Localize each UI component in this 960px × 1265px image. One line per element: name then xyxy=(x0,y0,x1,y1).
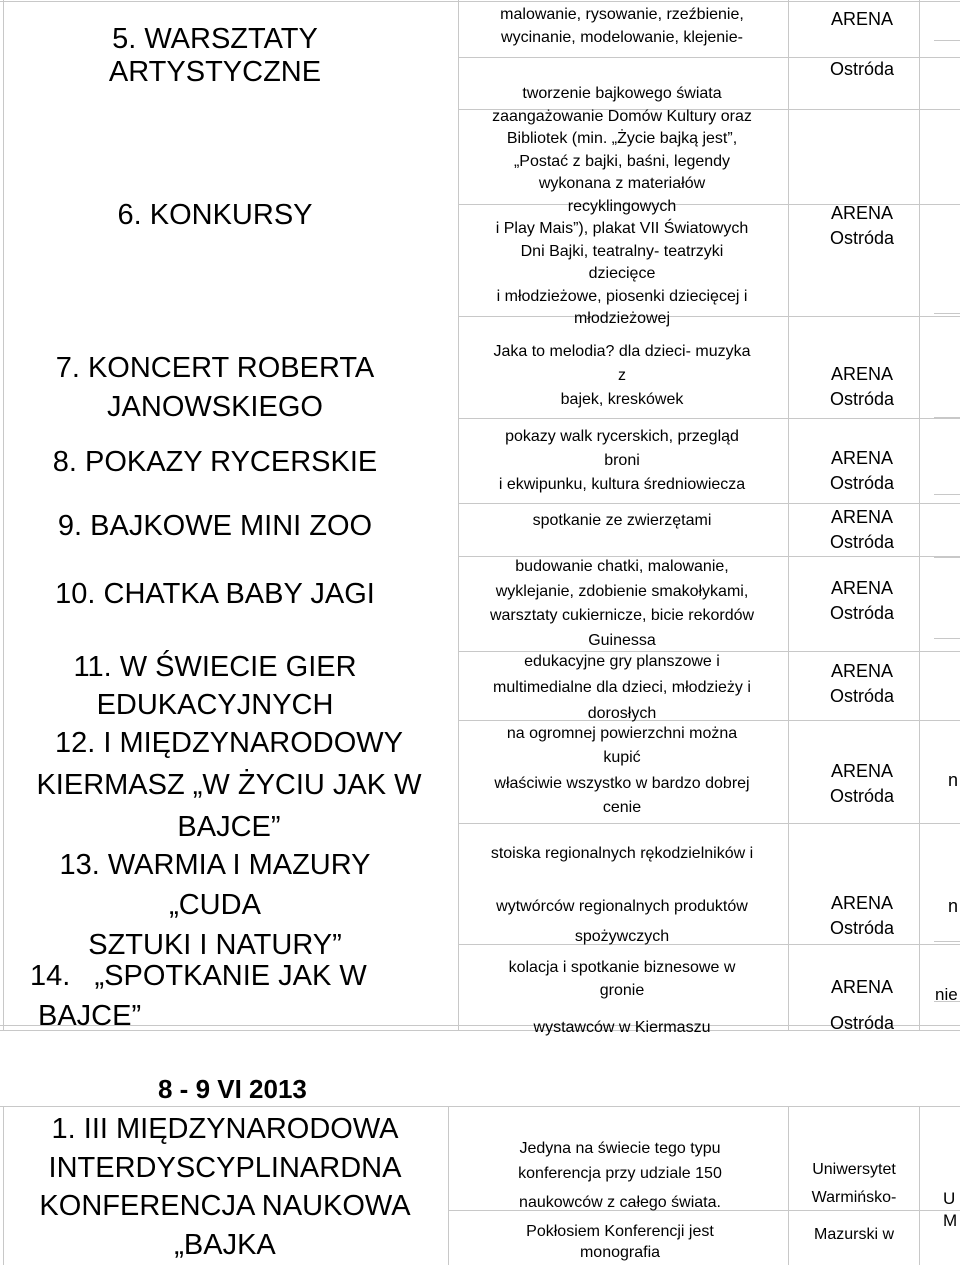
table-row-rule xyxy=(458,503,960,504)
place-line: Mazurski w xyxy=(813,1226,894,1243)
event-title-line: 11. W ŚWIECIE GIER xyxy=(73,651,357,683)
event-description xyxy=(462,510,782,533)
table-right-rule xyxy=(934,40,960,41)
description-line: kolacja i spotkanie biznesowe w xyxy=(508,959,736,976)
event-title-line: 7. KONCERT ROBERTA xyxy=(55,352,375,384)
event-description xyxy=(462,4,782,49)
event-title-line: 6. KONKURSY xyxy=(117,199,313,231)
description-line: tworzenie bajkowego świata xyxy=(522,85,722,102)
event-title xyxy=(30,576,400,612)
event-title-line: 10. CHATKA BABY JAGI xyxy=(55,578,375,610)
event-title-line: BAJCE” xyxy=(177,811,281,843)
event-place xyxy=(792,892,932,939)
event-title xyxy=(30,508,400,544)
cut-off-line: M xyxy=(943,1211,958,1230)
column-divider xyxy=(919,1106,920,1265)
event-description xyxy=(462,83,782,331)
cut-off-cell-text xyxy=(943,1188,957,1232)
description-line: Bibliotek (min. „Życie bajką jest”, xyxy=(506,130,738,147)
description-line: konferencja przy udziale 150 xyxy=(518,1165,722,1182)
table-row-rule xyxy=(458,823,960,824)
venue-city: Ostróda xyxy=(829,472,895,493)
conference-description xyxy=(480,1136,760,1265)
description-line: broni xyxy=(604,452,640,469)
event-title xyxy=(30,444,400,480)
description-line: budowanie chatki, malowanie, xyxy=(515,558,729,575)
venue-name: ARENA xyxy=(830,364,893,384)
cut-off-line: U xyxy=(943,1189,956,1208)
event-title-line: 14. „SPOTKANIE JAK W xyxy=(30,960,367,992)
event-description xyxy=(452,649,792,727)
description-line: wyklejanie, zdobienie smakołykami, xyxy=(495,582,749,600)
conference-title xyxy=(8,1110,442,1264)
event-description xyxy=(462,340,782,412)
event-description xyxy=(452,957,792,1040)
event-title-line: JANOWSKIEGO xyxy=(107,391,323,423)
description-line: i Play Mais”), plakat VII Światowych xyxy=(495,220,749,237)
description-line: dziecięce xyxy=(588,265,656,282)
venue-name: ARENA xyxy=(830,661,893,681)
description-line: zaangażowanie Domów Kultury oraz xyxy=(492,107,752,125)
description-line: kupić xyxy=(603,749,641,766)
table-row-rule xyxy=(458,418,960,419)
venue-name: ARENA xyxy=(830,578,893,598)
description-line: i ekwipunku, kultura średniowiecza xyxy=(498,476,746,493)
description-line: gronie xyxy=(599,981,645,999)
event-place xyxy=(792,976,932,1034)
event-title xyxy=(12,722,446,848)
event-title-line: 13. WARMIA I MAZURY xyxy=(59,849,371,881)
description-line: wycinanie, modelowanie, klejenie- xyxy=(501,28,743,46)
event-title xyxy=(30,197,400,233)
event-title-line: ARTYSTYCZNE xyxy=(108,56,322,88)
column-divider xyxy=(3,0,4,1030)
table-top-border xyxy=(0,1106,960,1107)
cut-off-cell-text: n xyxy=(948,896,959,916)
event-title-line: 8. POKAZY RYCERSKIE xyxy=(52,446,378,478)
conference-title-line: KONFERENCJA NAUKOWA xyxy=(39,1190,411,1222)
event-description xyxy=(462,425,782,497)
venue-city: Ostróda xyxy=(829,785,895,806)
venue-name: ARENA xyxy=(830,9,893,29)
venue-city: Ostróda xyxy=(829,58,895,79)
description-line: Jaka to melodia? dla dzieci- muzyka xyxy=(493,343,751,360)
event-place xyxy=(792,202,932,249)
event-title xyxy=(30,956,430,1036)
event-title-line: 12. I MIĘDZYNARODOWY xyxy=(54,727,404,759)
event-title-line: BAJCE” xyxy=(38,1000,142,1032)
venue-city: Ostróda xyxy=(829,388,895,409)
event-title xyxy=(30,350,400,425)
event-title xyxy=(30,845,400,965)
venue-name: ARENA xyxy=(830,977,893,997)
table-top-border xyxy=(0,1,960,2)
table-right-rule xyxy=(934,557,960,558)
event-title-line: 9. BAJKOWE MINI ZOO xyxy=(57,510,373,542)
description-line: multimedialne dla dzieci, młodzieży i xyxy=(493,679,751,696)
description-line: i młodzieżowe, piosenki dziecięcej i xyxy=(496,287,748,305)
event-title-line: „CUDA xyxy=(169,889,261,921)
description-line: cenie xyxy=(602,799,642,816)
description-line: na ogromnej powierzchni można xyxy=(506,725,738,742)
conference-title-line: „BAJKA xyxy=(174,1228,276,1261)
place-line: Warmińsko- xyxy=(811,1189,897,1206)
date-heading: 8 - 9 VI 2013 xyxy=(158,1074,307,1104)
cut-off-cell-text: nie xyxy=(935,985,958,1004)
description-line: wystawców w Kiermaszu xyxy=(533,1019,711,1036)
venue-name: ARENA xyxy=(830,893,893,913)
event-place xyxy=(792,363,932,410)
table-right-rule xyxy=(934,494,960,495)
event-place xyxy=(792,760,932,807)
description-line: spotkanie ze zwierzętami xyxy=(532,512,712,529)
venue-name: ARENA xyxy=(830,507,893,527)
event-place xyxy=(792,506,932,553)
description-line: dorosłych xyxy=(587,705,657,722)
column-divider xyxy=(448,1106,449,1265)
event-place xyxy=(792,577,932,624)
description-line: naukowców z całego świata. xyxy=(519,1194,721,1211)
description-line: recyklingowych xyxy=(567,197,677,215)
description-line: „Postać z bajki, baśni, legendy xyxy=(513,152,731,170)
table-right-rule xyxy=(934,417,960,418)
description-line: wytwórców regionalnych produktów xyxy=(496,897,748,915)
event-place xyxy=(792,447,932,494)
venue-city: Ostróda xyxy=(829,685,895,706)
venue-name: ARENA xyxy=(830,761,893,781)
conference-title-line: 1. III MIĘDZYNARODOWA xyxy=(51,1113,399,1145)
cut-off-cell-text: n xyxy=(948,770,959,790)
description-line: malowanie, rysowanie, rzeźbienie, xyxy=(500,6,744,23)
event-description xyxy=(452,722,792,820)
column-divider xyxy=(3,1106,4,1265)
description-line: z xyxy=(618,367,626,384)
description-line: bajek, kreskówek xyxy=(560,391,684,408)
column-divider xyxy=(788,1106,789,1265)
description-line: stoiska regionalnych rękodzielników i xyxy=(490,845,754,862)
event-title-line: 5. WARSZTATY xyxy=(112,23,318,55)
venue-city: Ostróda xyxy=(829,1012,895,1033)
description-line: pokazy walk rycerskich, przegląd xyxy=(505,428,739,445)
place-line: Uniwersytet xyxy=(812,1161,896,1178)
description-line: właściwie wszystko w bardzo dobrej xyxy=(494,775,750,792)
description-line: monografia xyxy=(579,1244,661,1261)
description-line: Dni Bajki, teatralny- teatrzyki xyxy=(520,242,724,260)
description-line: edukacyjne gry planszowe i xyxy=(524,653,720,670)
table-right-rule xyxy=(934,638,960,639)
venue-city: Ostróda xyxy=(829,531,895,552)
venue-name: ARENA xyxy=(830,203,893,223)
table-right-rule xyxy=(934,720,960,721)
description-line: młodzieżowej xyxy=(573,310,671,327)
event-place xyxy=(792,8,932,80)
conference-title-line: INTERDYSCYPLINARDNA xyxy=(48,1151,402,1184)
event-title-line: SZTUKI I NATURY” xyxy=(88,929,342,961)
venue-city: Ostróda xyxy=(829,917,895,938)
description-line: Guinessa xyxy=(588,631,656,649)
venue-city: Ostróda xyxy=(829,227,895,248)
event-title xyxy=(30,23,400,89)
description-line: Pokłosiem Konferencji jest xyxy=(526,1223,714,1240)
description-line: spożywczych xyxy=(574,928,670,945)
table-right-rule xyxy=(934,313,960,314)
event-title xyxy=(30,648,400,724)
event-title-line: KIERMASZ „W ŻYCIU JAK W xyxy=(36,769,422,801)
venue-city: Ostróda xyxy=(829,602,895,623)
conference-place xyxy=(792,1157,916,1247)
table-right-rule xyxy=(934,941,960,942)
event-title-line: EDUKACYJNYCH xyxy=(96,689,334,721)
event-description xyxy=(452,555,792,653)
description-line: warsztaty cukiernicze, bicie rekordów xyxy=(489,607,755,624)
event-description xyxy=(452,843,792,949)
event-place xyxy=(792,660,932,707)
venue-name: ARENA xyxy=(830,448,893,468)
description-line: wykonana z materiałów xyxy=(538,175,706,192)
description-line: Jedyna na świecie tego typu xyxy=(519,1140,721,1157)
